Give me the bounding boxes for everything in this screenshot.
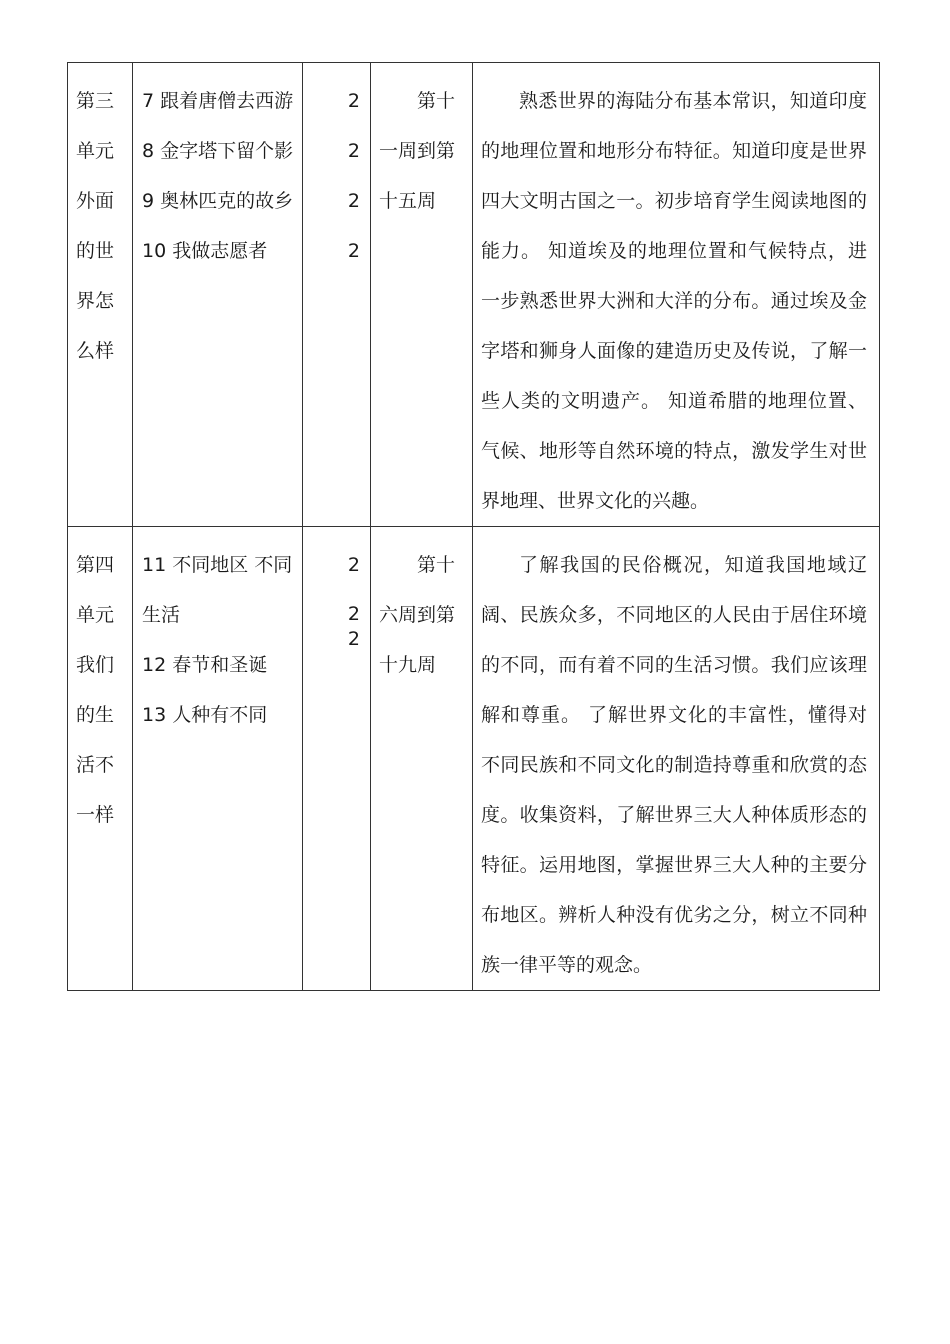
lesson-hours: 2: [347, 603, 360, 625]
lesson-item: 9 奥林匹克的故乡: [142, 190, 294, 212]
hours-cell: [303, 63, 371, 527]
hours-cell: [303, 527, 371, 991]
lesson-hours: 2: [347, 628, 360, 650]
teaching-goals: 熟悉世界的海陆分布基本常识，知道印度的地理位置和地形分布特征。知道印度是世界四大文明古国之一。初步培育学生阅读地图的能力。 知道埃及的地理位置和气候特点，进一步熟悉世界大洲和大洋的分布。通过埃及金字塔和狮身人面像的建造历史及传说，了解一些人类的文明遗产。 知道希腊的地理位置、气候、地形等自然环境的特点，激发学生对世界地理、世界文化的兴趣。: [481, 90, 867, 512]
weeks-cell: [371, 63, 473, 527]
week-range: 第十一周到第十五周: [379, 90, 456, 212]
week-range: 第十六周到第十九周: [379, 554, 456, 676]
teaching-goals: 了解我国的民俗概况，知道我国地域辽阔、民族众多，不同地区的人民由于居住环境的不同，而有着不同的生活习惯。我们应该理解和尊重。 了解世界文化的丰富性，懂得对不同民族和不同文化的制造持尊重和欣赏的态度。收集资料，了解世界三大人种体质形态的特征。运用地图，掌握世界三大人种的主要分布地区。辨析人种没有优劣之分，树立不同种族一律平等的观念。: [481, 554, 867, 976]
lesson-item: 10 我做志愿者: [142, 240, 268, 262]
lesson-item: 8 金字塔下留个影: [142, 140, 294, 162]
goals-cell: [473, 527, 880, 991]
lesson-hours: 2: [347, 554, 360, 576]
goals-cell: [473, 63, 880, 527]
teaching-plan-table: [67, 62, 880, 991]
table-row: [68, 63, 880, 527]
lesson-hours: 2: [347, 90, 360, 112]
lesson-item: 12 春节和圣诞: [142, 654, 268, 676]
lessons-cell: [133, 527, 303, 991]
table-row: [68, 527, 880, 991]
lesson-item: 13 人种有不同: [142, 704, 268, 726]
lesson-hours: 2: [347, 240, 360, 262]
unit-cell: [68, 527, 133, 991]
unit-title: 第四单元我们的生活不一样: [76, 554, 115, 826]
lessons-cell: [133, 63, 303, 527]
unit-cell: [68, 63, 133, 527]
unit-title: 第三单元外面的世界怎么样: [76, 90, 115, 362]
lesson-item: 11 不同地区 不同生活: [142, 554, 293, 626]
lesson-hours: 2: [347, 190, 360, 212]
weeks-cell: [371, 527, 473, 991]
lesson-hours: 2: [347, 140, 360, 162]
lesson-item: 7 跟着唐僧去西游: [142, 90, 294, 112]
